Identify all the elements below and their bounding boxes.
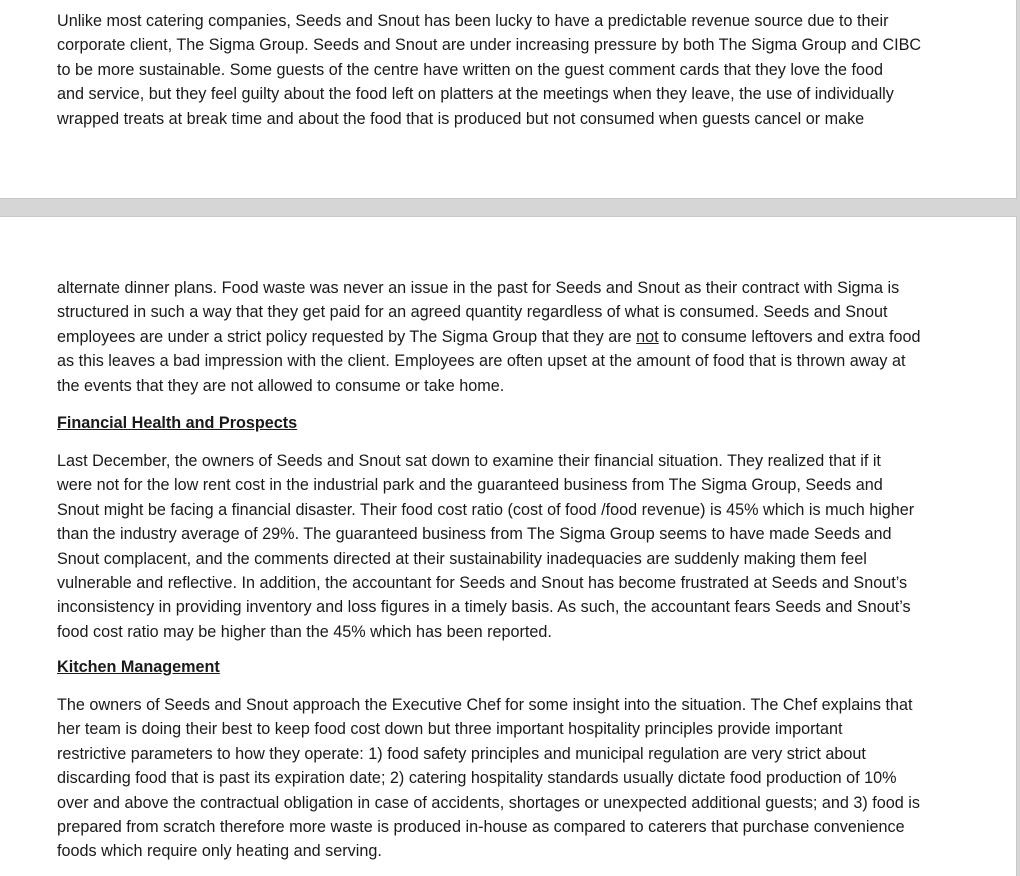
intro-paragraph [57, 9, 962, 131]
text-line: alternate dinner plans. Food waste was never an issue in the past for Seeds and Snout as their contract with Sigma is [57, 279, 900, 297]
text-line: and service, but they feel guilty about the food left on platters at the meetings when they leave, the use of individually [57, 85, 894, 104]
text-line: her team is doing their best to keep food cost down but three important hospitality principles provide important [57, 720, 843, 739]
kitchen-paragraph [57, 693, 962, 864]
text-line: prepared from scratch therefore more waste is produced in-house as compared to caterers that purchase convenience [57, 818, 905, 837]
text-line: restrictive parameters to how they operate: 1) food safety principles and municipal regulation are very strict about [57, 744, 866, 763]
text-line: food cost ratio may be higher than the 45% which has been reported. [57, 622, 552, 641]
text-line: Unlike most catering companies, Seeds and Snout has been lucky to have a predictable revenue source due to their [57, 12, 889, 30]
financial-paragraph [57, 449, 962, 644]
continued-paragraph [57, 276, 962, 398]
text-line: corporate client, The Sigma Group. Seeds and Snout are under increasing pressure by both The Sigma Group and CIBC [57, 36, 922, 55]
section-heading-kitchen: Kitchen Management [57, 658, 220, 676]
text-line: the events that they are not allowed to consume or take home. [57, 376, 505, 395]
text-line: structured in such a way that they get paid for an agreed quantity regardless of what is consumed. Seeds and Snout [57, 303, 888, 322]
text-line: Snout might be facing a financial disaster. Their food cost ratio (cost of food /food revenue) is 45% which is much higher [57, 500, 915, 519]
section-heading-financial: Financial Health and Prospects [57, 414, 298, 432]
document-page-1 [0, 0, 1017, 199]
text-line: vulnerable and reflective. In addition, the accountant for Seeds and Snout has become frustrated at Seeds and Snout’s [57, 574, 908, 593]
text-line: The owners of Seeds and Snout approach the Executive Chef for some insight into the situation. The Chef explains that [57, 696, 913, 714]
text-line: to be more sustainable. Some guests of the centre have written on the guest comment cards that they love the food [57, 60, 884, 79]
text-line [57, 325, 962, 349]
text-segment: employees are under a strict policy requested by The Sigma Group that they are [57, 327, 637, 346]
text-segment: to consume leftovers and extra food [658, 327, 921, 346]
text-line: Snout complacent, and the comments directed at their sustainability inadequacies are suddenly making them feel [57, 549, 867, 568]
text-line: wrapped treats at break time and about the food that is produced but not consumed when guests cancel or make [57, 109, 865, 128]
document-page-2 [0, 216, 1017, 876]
text-line: discarding food that is past its expiration date; 2) catering hospitality standards usually dictate food production of 10% [57, 769, 897, 788]
text-line: Last December, the owners of Seeds and Snout sat down to examine their financial situation. They realized that if it [57, 452, 881, 470]
text-line: foods which require only heating and serving. [57, 842, 382, 861]
text-line: than the industry average of 29%. The guaranteed business from The Sigma Group seems to have made Seeds and [57, 525, 892, 544]
text-line: as this leaves a bad impression with the client. Employees are often upset at the amount of food that is thrown away at [57, 352, 906, 371]
text-line: over and above the contractual obligation in case of accidents, shortages or unexpected additional guests; and 3) food is [57, 793, 920, 812]
emphasized-word: not [636, 327, 659, 346]
text-line: inconsistency in providing inventory and loss figures in a timely basis. As such, the accountant fears Seeds and Snout’s [57, 598, 911, 617]
text-line: were not for the low rent cost in the industrial park and the guaranteed business from The Sigma Group, Seeds and [57, 476, 883, 495]
